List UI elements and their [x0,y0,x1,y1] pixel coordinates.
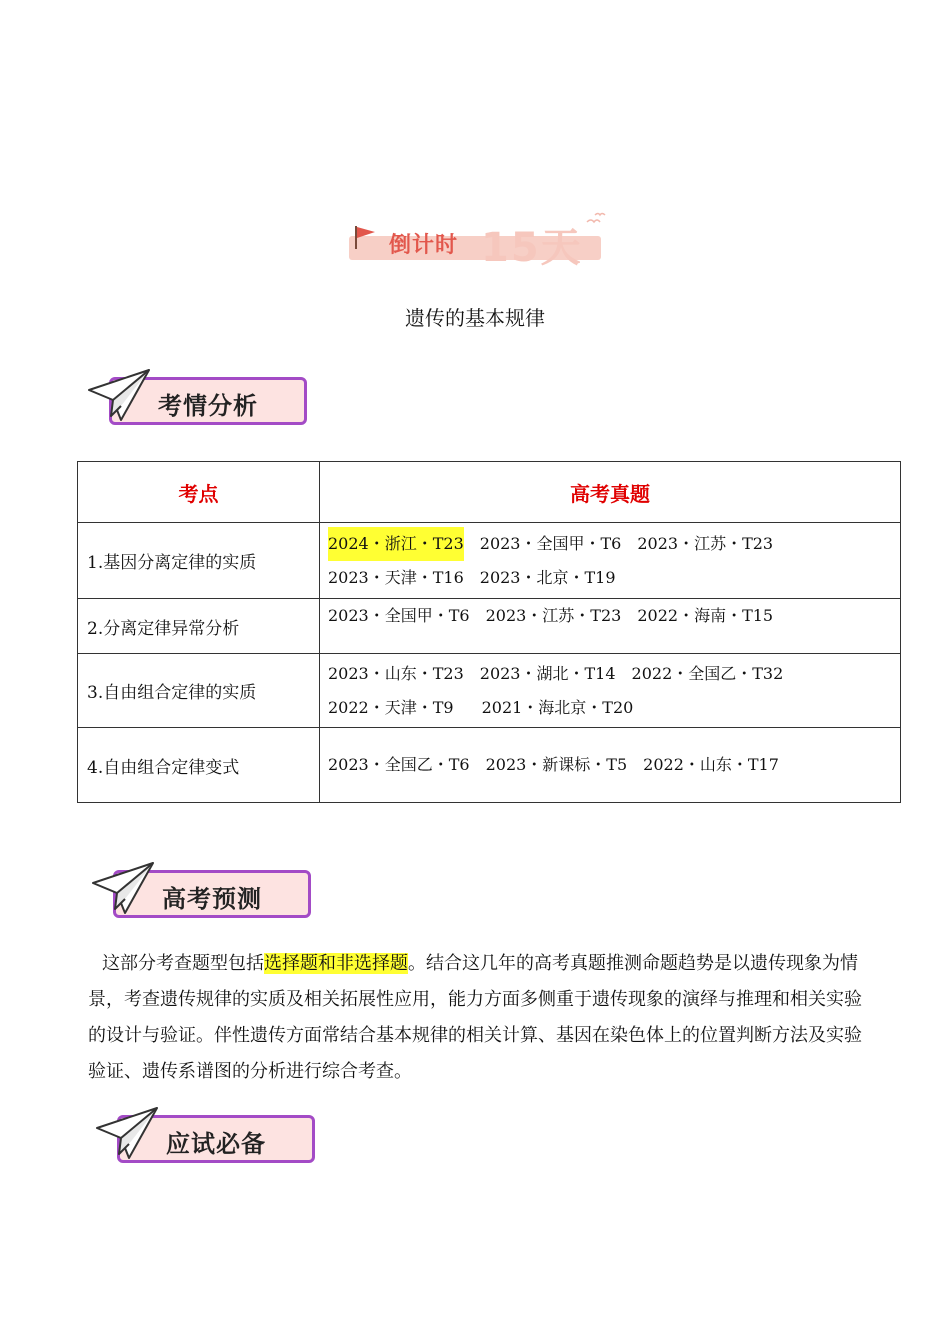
exam-ref: 2023・湖北・T14 [479,663,616,683]
topic-cell: 3.自由组合定律的实质 [78,654,320,728]
paper-plane-icon [87,368,155,424]
section-heading-label: 应试必备 [166,1130,266,1158]
countdown-label: 倒计时 [389,233,459,258]
section-heading-analysis [87,368,313,432]
exam-ref: 2023・全国甲・T6 [479,533,622,553]
paragraph-text: 这部分考查题型包括 [102,953,264,974]
section-heading-label: 高考预测 [162,885,262,913]
exam-ref: 2022・天津・T9 [328,697,454,717]
topic-cell: 1.基因分离定律的实质 [78,523,320,599]
exam-ref: 2023・江苏・T23 [637,533,774,553]
exam-topics-table [77,461,901,803]
refs-cell [320,523,901,599]
exam-ref: 2023・天津・T16 [328,567,464,587]
topic-cell: 2.分离定律异常分析 [78,599,320,654]
refs-cell [320,599,901,654]
flag-icon [353,224,377,250]
birds-icon [585,210,607,230]
paper-plane-icon [91,861,159,917]
table-row [78,728,901,803]
exam-ref: 2023・全国甲・T6 [328,606,470,625]
forecast-paragraph [88,946,868,1090]
countdown-days: 15天 [481,225,583,271]
exam-ref: 2022・全国乙・T32 [631,663,784,683]
exam-ref: 2023・新课标・T5 [485,755,628,774]
exam-ref: 2023・山东・T23 [328,663,464,683]
exam-ref: 2022・山东・T17 [643,755,779,774]
countdown-banner [349,210,604,271]
header-exam-questions: 高考真题 [320,462,901,523]
topic-cell: 4.自由组合定律变式 [78,728,320,803]
table-header-row [78,462,901,523]
exam-ref: 2022・海南・T15 [637,606,774,625]
paper-plane-icon [95,1106,163,1162]
paragraph-highlight: 选择题和非选择题 [264,953,408,974]
section-heading-forecast [91,861,317,925]
table-row [78,599,901,654]
header-topic: 考点 [78,462,320,523]
refs-cell [320,654,901,728]
exam-ref: 2023・北京・T19 [479,567,616,587]
exam-ref: 2023・江苏・T23 [485,606,622,625]
section-heading-label: 考情分析 [158,392,258,420]
document-title: 遗传的基本规律 [405,306,545,330]
exam-ref-highlighted: 2024・浙江・T23 [328,527,464,561]
exam-ref: 2023・全国乙・T6 [328,755,470,774]
exam-ref: 2021・海北京・T20 [481,697,634,717]
table-row [78,654,901,728]
paragraph-text: 。结合这几年的高考真题推测命题趋势是以遗传现象为情景，考查遗传规律的实质及相关拓展性应用，能力方面多侧重于遗传现象的演绎与推理和相关实验的设计与验证。伴性遗传方面常结合基本规律的相关计算、基因在染色体上的位置判断方法及实验验证、遗传系谱图的分析进行综合考查。 [88,953,862,1082]
refs-cell [320,728,901,803]
section-heading-prepare [95,1106,321,1170]
table-row [78,523,901,599]
